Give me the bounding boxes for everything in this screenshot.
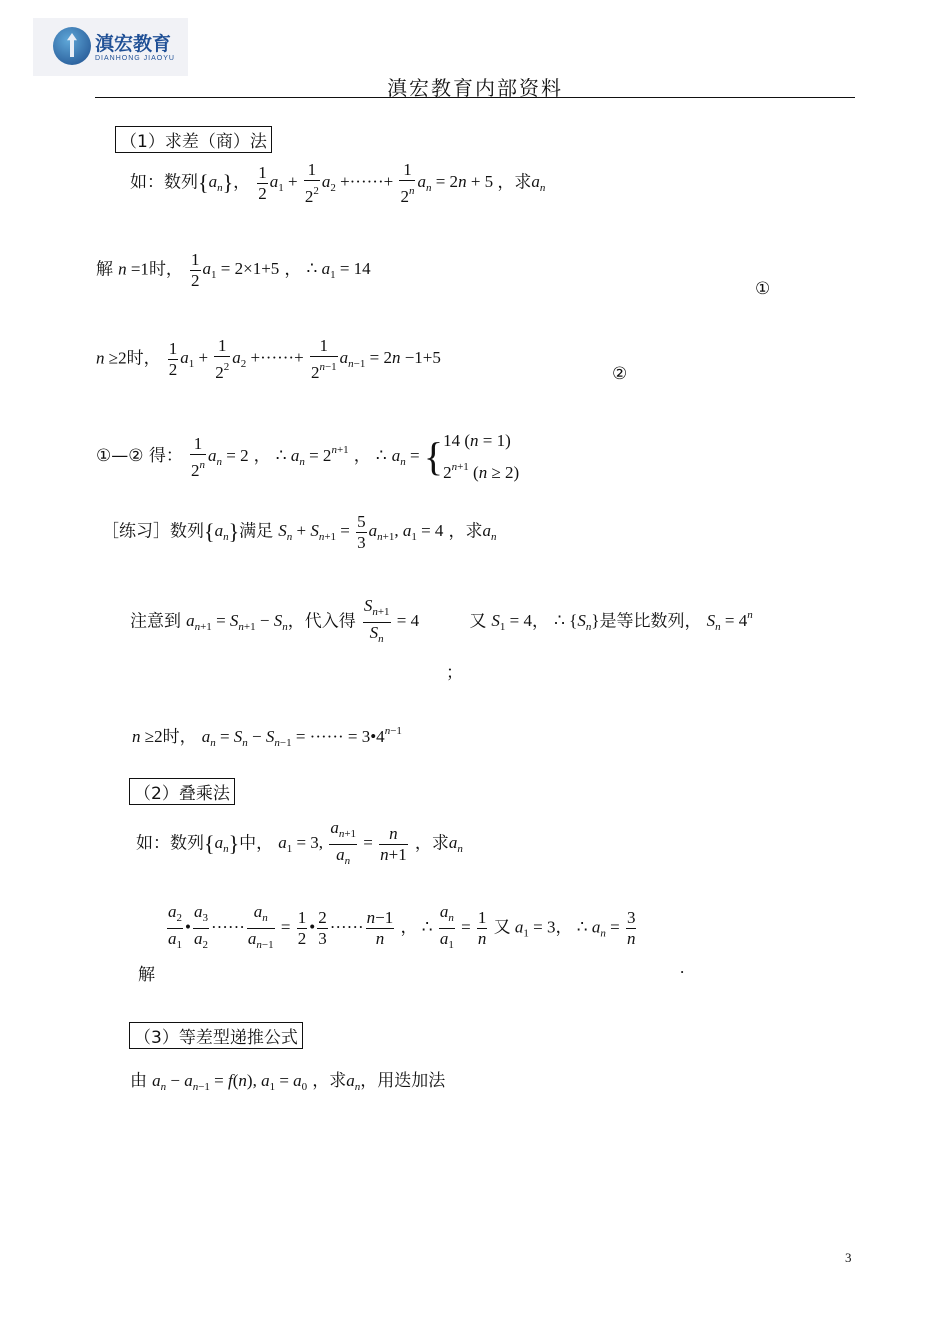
header-divider — [95, 97, 855, 98]
formula-example-2: $a_1 = 3$, $\frac{a_{n+1}}{a_n}$ = $\frac{n}{n+1}$ — [278, 818, 407, 867]
page-number: 3 — [845, 1250, 852, 1265]
formula-piecewise: $a_n$ = { 14 (n = 1) $2^{n+1}$ (n ≥ 2) — [391, 431, 520, 482]
example-2: 如：数列$\{a_n\}$中， $a_1 = 3$, $\frac{a_{n+1}}{a_n}$ = $\frac{n}{n+1}$ ，求$a_n$ — [136, 818, 463, 867]
exercise: ［练习］数列$\{a_n\}$满足 $S_n + S_{n+1}$ = $\frac{5}{3}$ $a_{n+1}$, $a_1 = 4$ ，求$a_n$ — [102, 512, 497, 552]
formula-n2: $\frac{1}{2}$ $a_1$ + $\frac{1}{2^2}$ $a_2$ +······+ $\frac{1}{2^{n-1}}$ $a_{n-1} = 2n -1+5$ — [168, 336, 441, 382]
formula-ratio: $\frac{S_{n+1}}{S_n}$ = 4 — [363, 596, 420, 645]
sequence-an: $\{a_n\}$ — [198, 170, 234, 196]
end-period: . — [680, 958, 685, 977]
solution-n1: 解 n =1时， $\frac{1}{2}$ $a_1 = 2\times 1+5$ ， ∴ $a_1 = 14$ — [96, 250, 371, 290]
section-2-title: （2）叠乘法 — [129, 778, 235, 805]
formula-exercise-result: $a_n = S_n - S_{n-1}$ = ······ = $3•4^{n-1}$ — [201, 725, 402, 749]
section-3-title: （3）等差型递推公式 — [129, 1022, 303, 1049]
formula-n1: $\frac{1}{2}$ $a_1 = 2\times 1+5$ — [191, 250, 280, 290]
logo-emblem-icon — [53, 27, 91, 65]
formula-recurrence: $a_n - a_{n-1} = f(n)$, $a_1 = a_0$ — [152, 1071, 308, 1093]
example-1: 如：数列$\{a_n\}$， $\frac{1}{2}$ $a_1$ + $\frac{1}{2^2}$ $a_2$ +······+ $\frac{1}{2^n}$ $a_n = 2n + 5$ ，求$a_n$ — [130, 160, 546, 206]
exercise-note: 注意到 $a_{n+1} = S_{n+1} - S_n$，代入得 $\frac{S_{n+1}}{S_n}$ = 4 又 $S_1 = 4$， ∴ $\{S_n\}$是等比数列， $S_n = 4^n$ — [130, 596, 753, 645]
formula-exercise: $S_n + S_{n+1}$ = $\frac{5}{3}$ $a_{n+1}$, $a_1 = 4$ — [278, 512, 444, 552]
logo-subtext: DIANHONG JIAOYU — [95, 55, 175, 62]
exercise-result: n ≥2时， $a_n = S_n - S_{n-1}$ = ······ = $3•4^{n-1}$ — [132, 725, 402, 749]
equation-marker-2: ② — [612, 364, 628, 384]
solution-n2: n ≥2时， $\frac{1}{2}$ $a_1$ + $\frac{1}{2^2}$ $a_2$ +······+ $\frac{1}{2^{n-1}}$ $a_{n-1} = 2n -1+5$ — [96, 336, 441, 382]
section-3-content: 由 $a_n - a_{n-1} = f(n)$, $a_1 = a_0$ ，求$a_n$，用迭加法 — [130, 1071, 446, 1093]
formula-sum-equation: $\frac{1}{2}$ $a_1$ + $\frac{1}{2^2}$ $a_2$ +······+ $\frac{1}{2^n}$ $a_n = 2n + 5$ — [258, 160, 498, 206]
logo — [33, 18, 188, 76]
logo-text: 滇宏教育 — [95, 33, 172, 55]
semicolon-mark: ； — [446, 663, 463, 683]
solution-2-label: 解 — [138, 965, 155, 985]
formula-difference: $\frac{1}{2^n}$ $a_n = 2$ — [190, 433, 249, 480]
difference-result: ①—② 得： $\frac{1}{2^n}$ $a_n = 2$ ， ∴ $a_n = 2^{n+1}$ ， ∴ $a_n$ = { 14 (n = 1) $2^{n+1}$ (n ≥ 2) — [96, 431, 520, 482]
section-1-title: （1）求差（商）法 — [115, 126, 272, 153]
equation-marker-1: ① — [755, 279, 771, 299]
example-1-label: 如：数列 — [130, 172, 198, 193]
page-header-title: 滇宏教育内部资料 — [387, 76, 563, 100]
formula-product: $\frac{a_2}{a_1}$ • $\frac{a_3}{a_2}$ ······ $\frac{a_n}{a_{n-1}}$ = $\frac{1}{2}$ • $\frac{2}{3}$ ······ $\frac{n-1}{n}$ ， ∴ $\frac{a_n}{a_1}$ = $\frac{1}{n}$ 又 $a_1 = 3$， ∴ $a_n$ = $\frac{3}{n}$ — [168, 902, 636, 951]
